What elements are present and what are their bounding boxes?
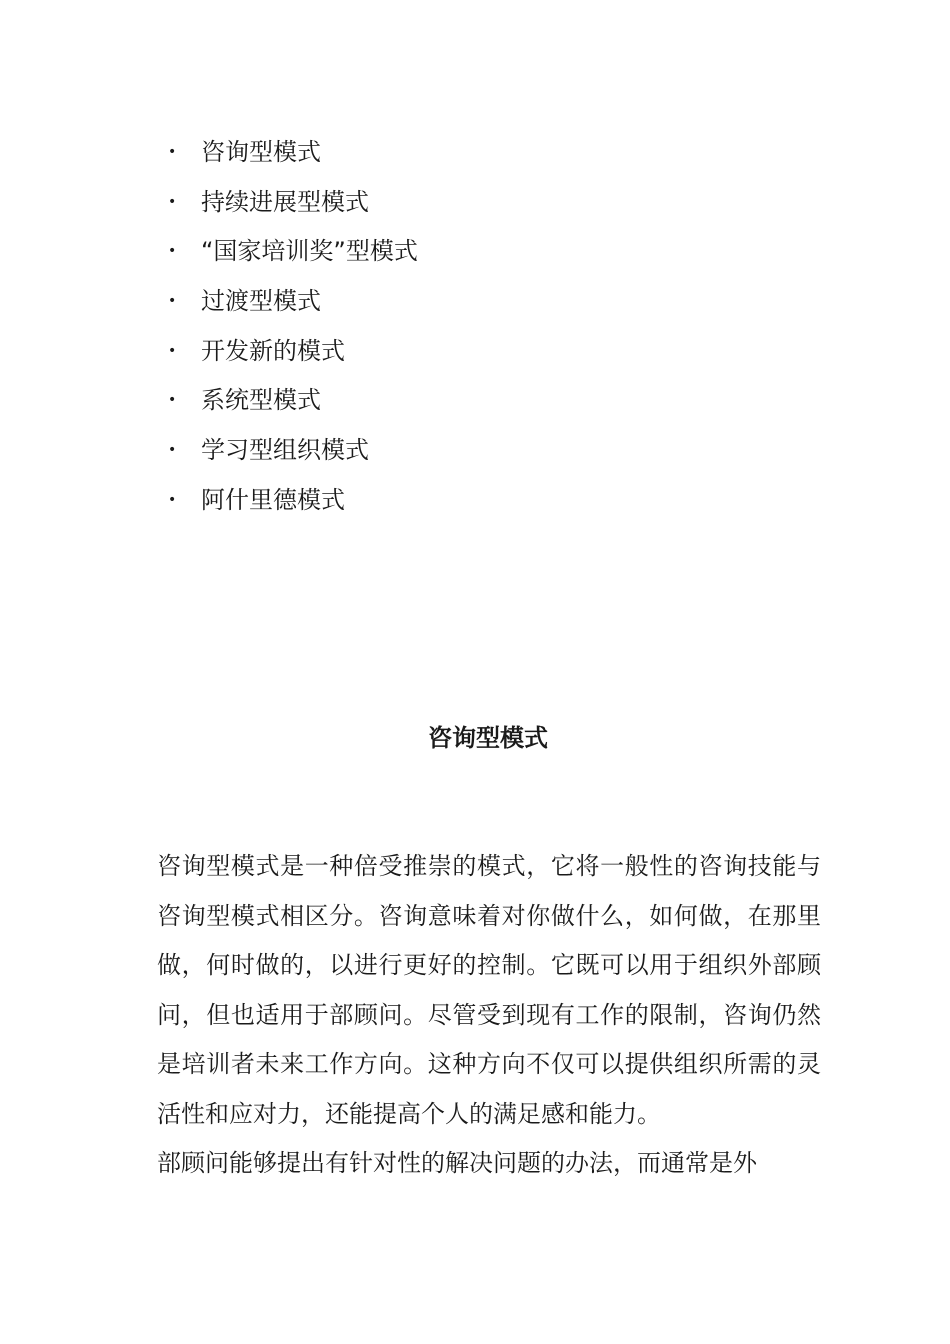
list-item	[168, 227, 418, 277]
model-list	[168, 128, 418, 526]
list-item	[168, 277, 418, 327]
bullet-icon: •	[168, 193, 177, 210]
list-item-label: 阿什里德模式	[201, 485, 345, 514]
bullet-icon: •	[168, 442, 177, 459]
bullet-icon: •	[168, 293, 177, 310]
list-item-label: 持续进展型模式	[201, 187, 369, 216]
list-item	[168, 128, 418, 178]
list-item	[168, 426, 418, 476]
list-item-label: “国家培训奖”型模式	[201, 237, 418, 266]
bullet-icon: •	[168, 342, 177, 359]
bullet-icon: •	[168, 392, 177, 409]
bullet-icon: •	[168, 243, 177, 260]
list-item-label: 系统型模式	[201, 386, 321, 415]
body-paragraph: 部顾问能够提出有针对性的解决问题的办法，而通常是外	[157, 1149, 757, 1177]
section-body	[157, 842, 821, 1189]
bullet-icon: •	[168, 491, 177, 508]
list-item-label: 学习型组织模式	[201, 436, 369, 465]
list-item	[168, 178, 418, 228]
list-item	[168, 327, 418, 377]
bullet-icon: •	[168, 144, 177, 160]
list-item-label: 过渡型模式	[201, 287, 321, 316]
section-heading: 咨询型模式	[428, 723, 548, 752]
list-item	[168, 476, 418, 526]
list-item	[168, 376, 418, 426]
list-item-label: 咨询型模式	[201, 138, 321, 166]
list-item-label: 开发新的模式	[201, 336, 345, 365]
body-paragraph: 咨询型模式是一种倍受推崇的模式，它将一般性的咨询技能与咨询型模式相区分。咨询意味着对你做什么，如何做，在那里做，何时做的，以进行更好的控制。它既可以用于组织外部顾问，但也适用于部顾问。尽管受到现有工作的限制，咨询仍然是培训者未来工作方向。这种方向不仅可以提供组织所需的灵活性和应对力，还能提高个人的满足感和能力。	[157, 852, 821, 1128]
